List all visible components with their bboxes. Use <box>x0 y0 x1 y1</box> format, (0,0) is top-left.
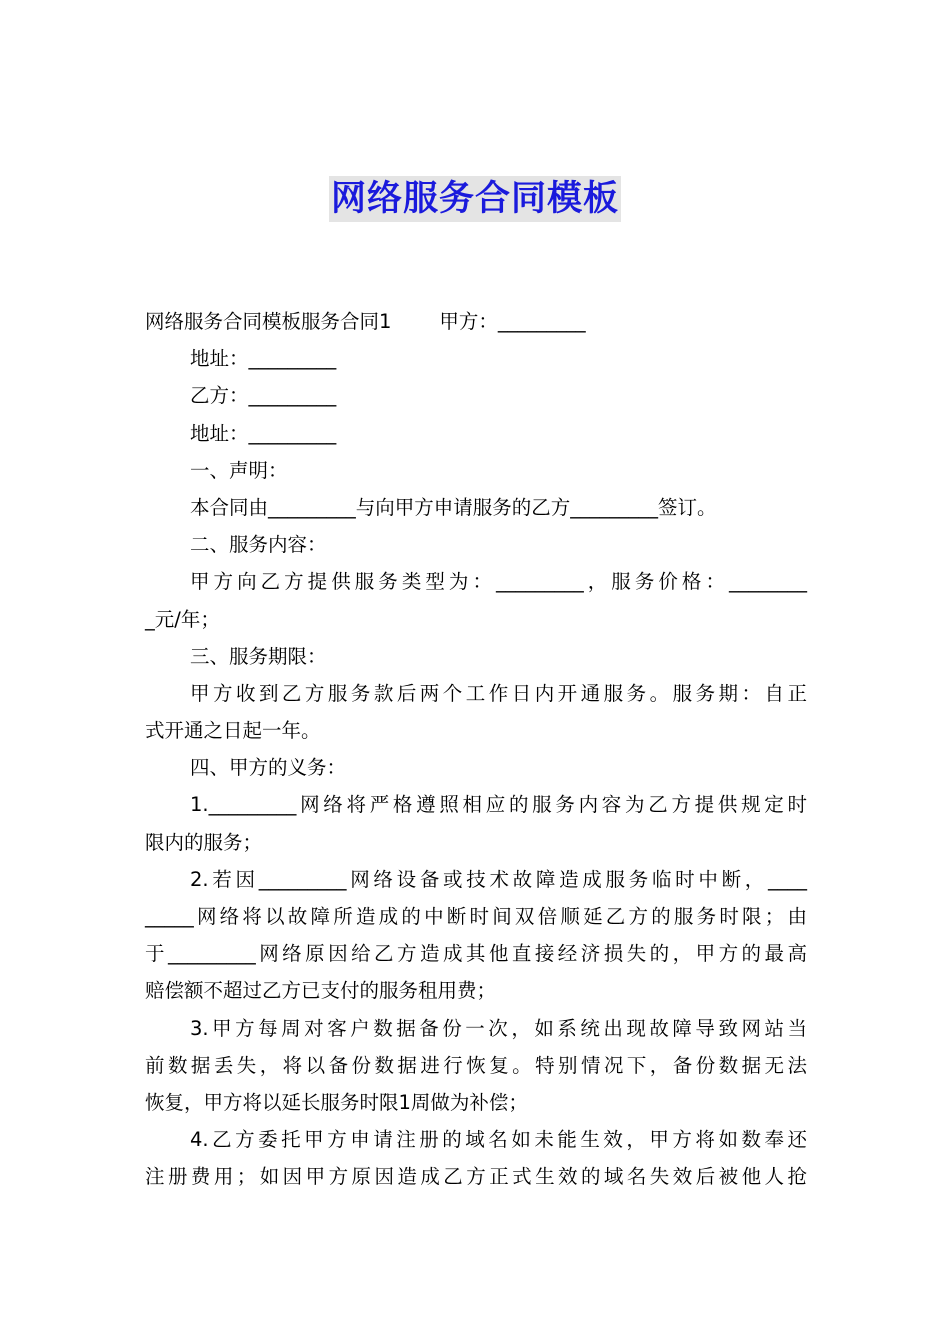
line-text: 1._________网络将严格遵照相应的服务内容为乙方提供规定时 <box>190 793 807 817</box>
paragraph-line <box>145 786 807 823</box>
line-text: 一、声明： <box>190 458 288 482</box>
line-text: 地址：_________ <box>190 347 337 371</box>
paragraph-line <box>145 861 807 898</box>
paragraph-line <box>145 526 807 563</box>
line-text: 三、服务期限： <box>190 644 327 668</box>
document-body <box>145 303 807 1196</box>
line-text: 于_________网络原因给乙方造成其他直接经济损失的，甲方的最高 <box>145 942 807 966</box>
line-text: 前数据丢失，将以备份数据进行恢复。特别情况下，备份数据无法 <box>145 1053 807 1077</box>
line-text: 本合同由_________与向甲方申请服务的乙方_________签订。 <box>190 495 717 519</box>
paragraph-line <box>145 303 807 340</box>
line-text: 二、服务内容： <box>190 533 327 557</box>
paragraph-line <box>145 638 807 675</box>
line-text: 限内的服务； <box>145 830 263 854</box>
line-text: _元/年； <box>145 607 220 631</box>
paragraph-line <box>145 452 807 489</box>
line-text: 3.甲方每周对客户数据备份一次，如系统出现故障导致网站当 <box>190 1016 807 1040</box>
line-text: 四、甲方的义务： <box>190 756 347 780</box>
paragraph-line <box>145 1010 807 1047</box>
line-text: 乙方：_________ <box>190 384 337 408</box>
paragraph-line <box>145 898 807 935</box>
document-title: 网络服务合同模板 <box>329 176 621 222</box>
line-text: 恢复，甲方将以延长服务时限1周做为补偿； <box>145 1090 528 1114</box>
paragraph-line <box>145 1084 807 1121</box>
line-text: 赔偿额不超过乙方已支付的服务租用费； <box>145 979 497 1003</box>
paragraph-line <box>145 824 807 861</box>
line-text: _____网络将以故障所造成的中断时间双倍顺延乙方的服务时限；由 <box>145 905 807 928</box>
paragraph-line <box>145 489 807 526</box>
paragraph-line <box>145 1158 807 1195</box>
line-text: 地址：_________ <box>190 421 337 445</box>
title-block <box>0 176 950 222</box>
paragraph-line <box>145 340 807 377</box>
paragraph-line <box>145 712 807 749</box>
paragraph-line <box>145 935 807 972</box>
line-text: 网络服务合同模板服务合同1 <box>145 310 392 333</box>
paragraph-line <box>145 601 807 638</box>
line-text: 4.乙方委托甲方申请注册的域名如未能生效，甲方将如数奉还 <box>190 1128 807 1152</box>
paragraph-line <box>145 1047 807 1084</box>
paragraph-line <box>145 377 807 414</box>
paragraph-line <box>145 1121 807 1158</box>
paragraph-line <box>145 972 807 1009</box>
paragraph-line <box>145 415 807 452</box>
paragraph-line <box>145 563 807 600</box>
line-text: 注册费用；如因甲方原因造成乙方正式生效的域名失效后被他人抢 <box>145 1165 807 1189</box>
party-a-field: 甲方：_________ <box>439 310 586 333</box>
line-text: 甲方向乙方提供服务类型为：_________，服务价格：________ <box>190 570 807 594</box>
paragraph-line <box>145 749 807 786</box>
paragraph-line <box>145 675 807 712</box>
line-text: 甲方收到乙方服务款后两个工作日内开通服务。服务期：自正 <box>190 681 807 705</box>
line-text: 2.若因_________网络设备或技术故障造成服务临时中断，____ <box>190 867 807 891</box>
line-text: 式开通之日起一年。 <box>145 719 321 743</box>
